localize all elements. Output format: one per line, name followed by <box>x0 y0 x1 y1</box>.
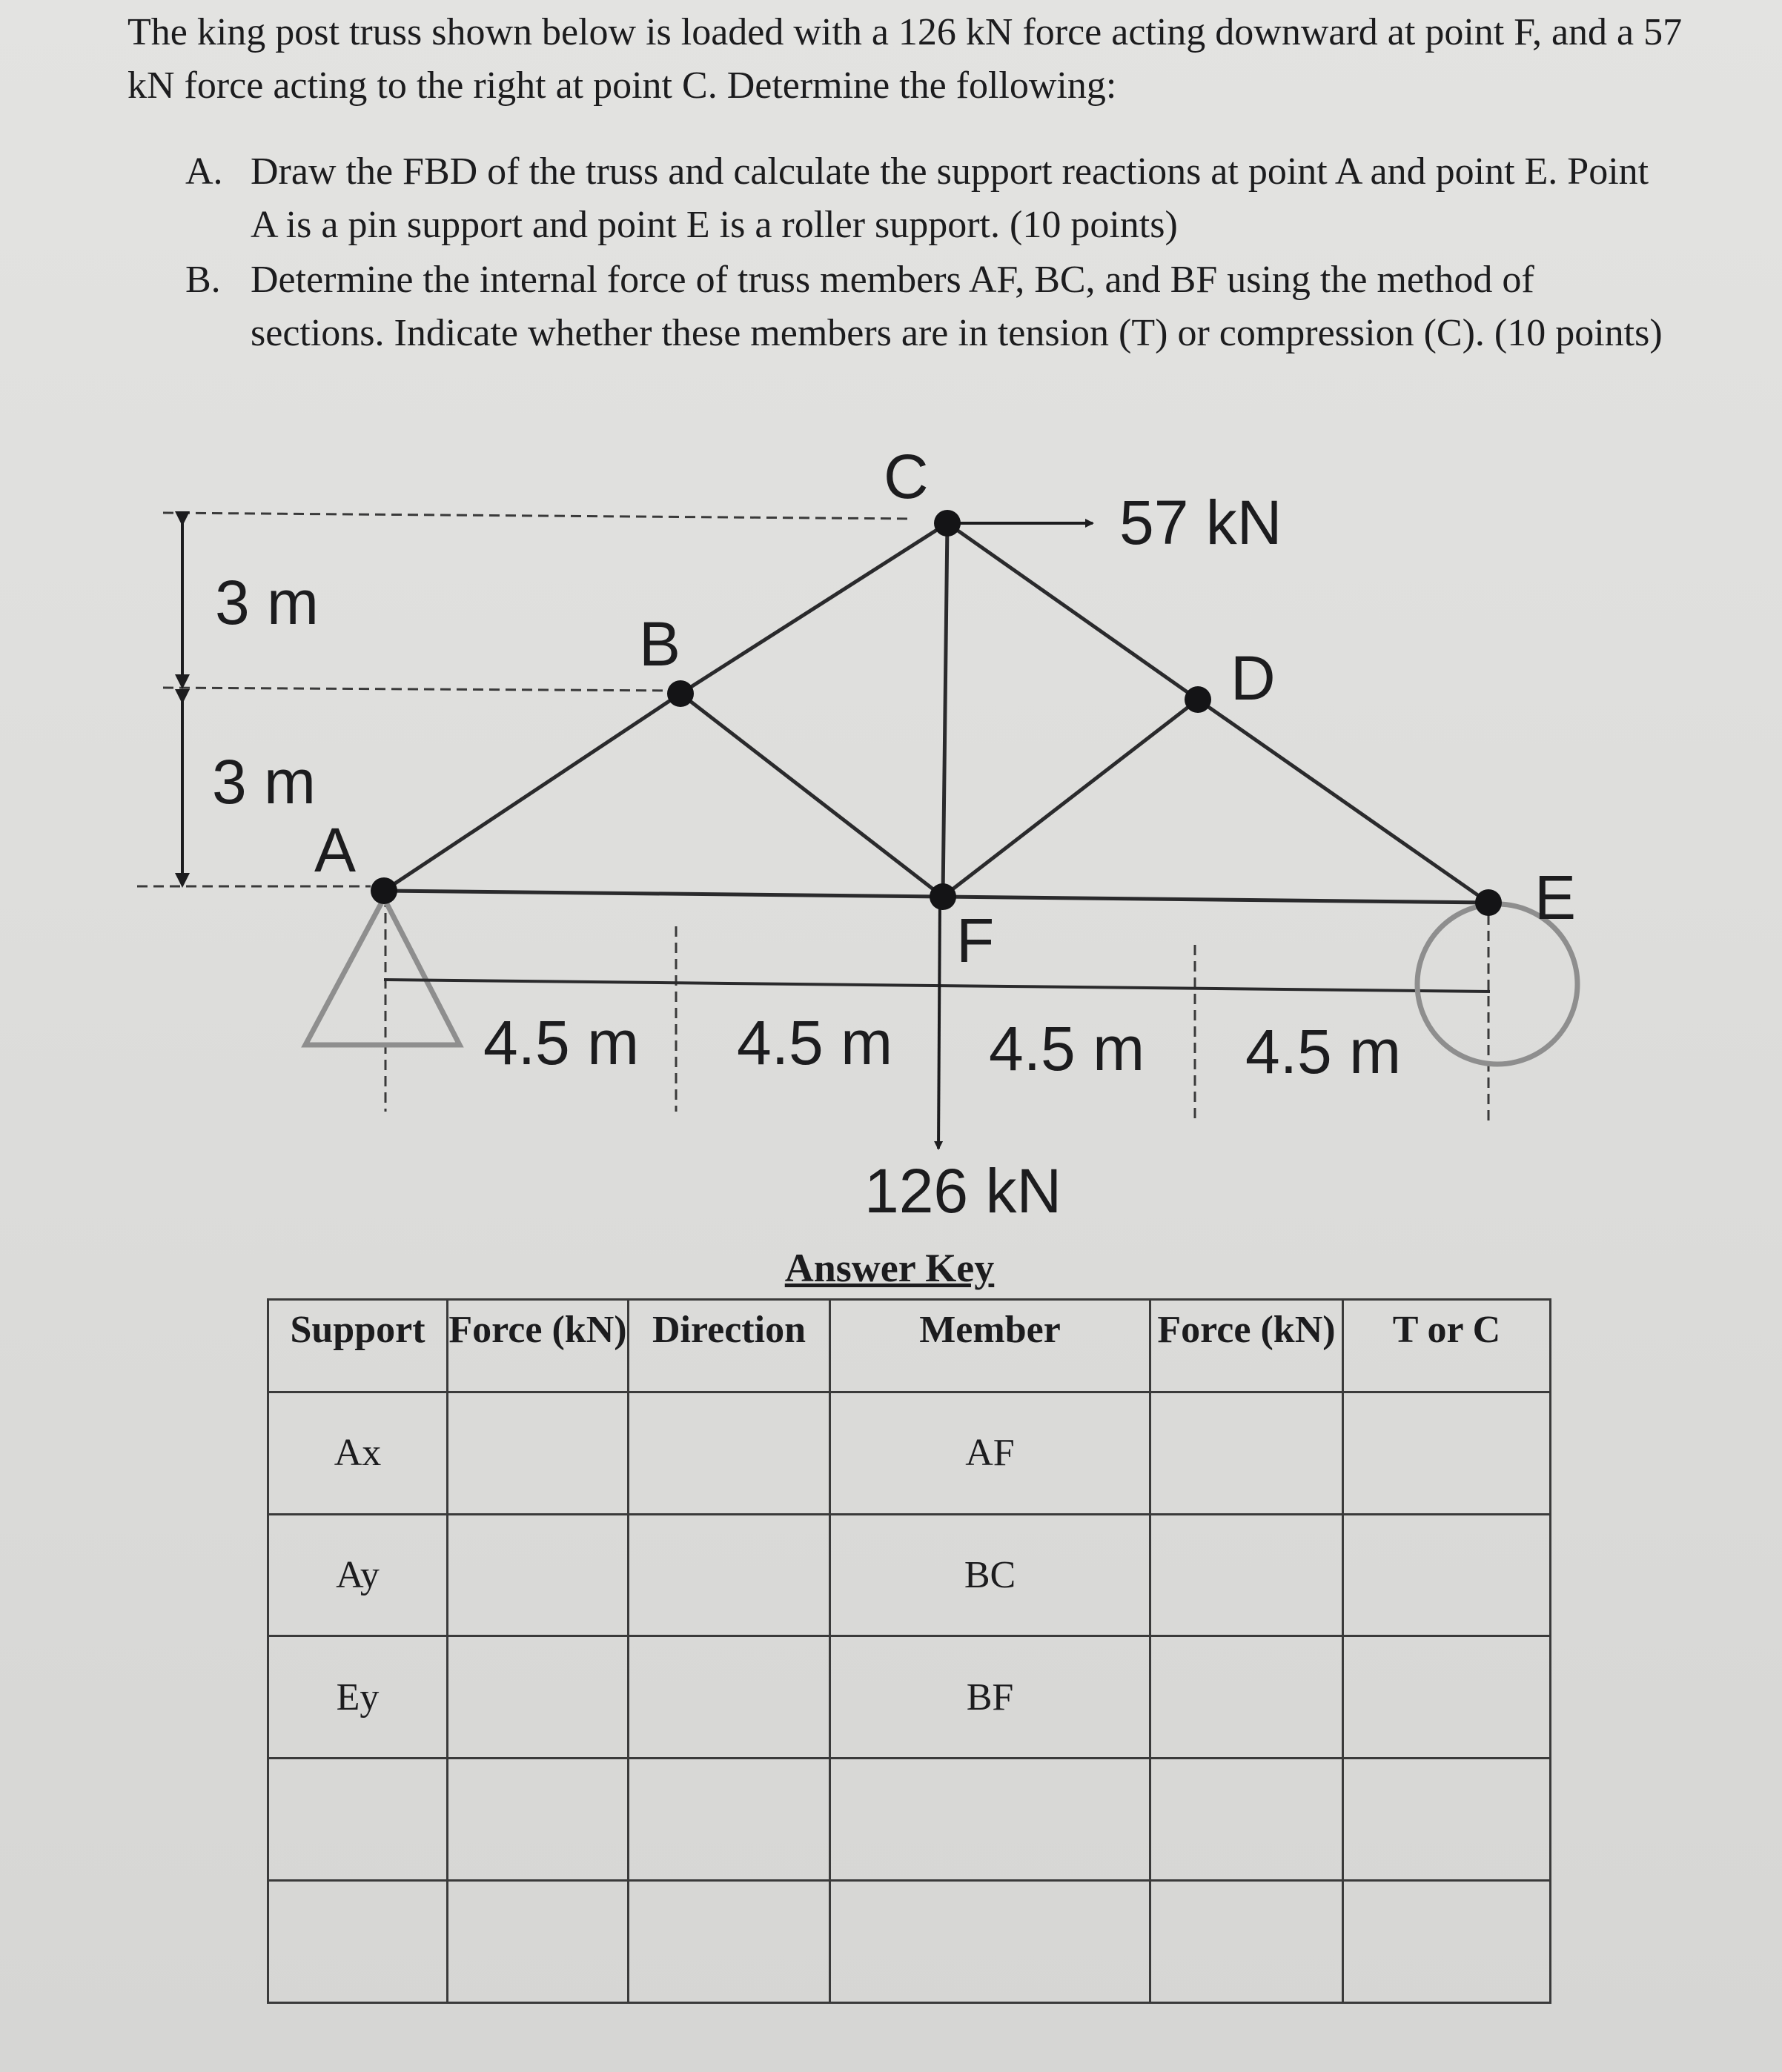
span-label-4: 4.5 m <box>1245 1017 1402 1086</box>
question-label: A. <box>185 150 223 193</box>
load-label-126kn: 126 kN <box>864 1156 1062 1226</box>
joint-f <box>930 883 956 910</box>
tension-compression-cell[interactable] <box>1343 1636 1551 1759</box>
load-arrow-126kn <box>938 897 940 1149</box>
node-label-c: C <box>884 442 929 511</box>
member-force-cell[interactable] <box>1150 1514 1343 1636</box>
tension-compression-cell[interactable] <box>1343 1392 1551 1514</box>
member-force-cell[interactable] <box>1150 1881 1343 2003</box>
table-row <box>268 1881 1551 2003</box>
tension-compression-cell[interactable] <box>1343 1881 1551 2003</box>
node-label-b: B <box>639 609 681 679</box>
support-cell[interactable] <box>268 1759 448 1881</box>
table-row <box>268 1759 1551 1881</box>
member-cf <box>943 523 947 897</box>
support-force-cell[interactable] <box>448 1759 629 1881</box>
member-force-cell[interactable] <box>1150 1759 1343 1881</box>
header-direction: Direction <box>629 1300 830 1392</box>
member-bf <box>680 694 943 897</box>
support-cell: Ax <box>268 1392 448 1514</box>
member-de <box>1198 700 1488 903</box>
support-cell: Ay <box>268 1514 448 1636</box>
question-text: Draw the FBD of the truss and calculate the support reactions at point A and point E. Point A is a pin support and point E is a roller support. (10 points) <box>251 150 1649 246</box>
height-label-upper: 3 m <box>215 568 319 637</box>
support-force-cell[interactable] <box>448 1392 629 1514</box>
answer-table <box>267 1298 1551 2004</box>
joint-c <box>934 510 961 537</box>
header-force: Force (kN) <box>448 1300 629 1392</box>
span-label-3: 4.5 m <box>989 1014 1145 1083</box>
reference-line-middle <box>163 688 682 691</box>
support-direction-cell[interactable] <box>629 1392 830 1514</box>
support-cell[interactable] <box>268 1881 448 2003</box>
joint-a <box>371 877 397 904</box>
member-cell: AF <box>830 1392 1150 1514</box>
table-row <box>268 1392 1551 1514</box>
problem-intro: The king post truss shown below is loaded with a 126 kN force acting downward at point F, and a 57 kN force acting to the right at point C. Determine the following: <box>127 11 1683 107</box>
member-cell: BC <box>830 1514 1150 1636</box>
node-label-e: E <box>1534 863 1577 932</box>
member-af <box>384 891 943 897</box>
member-df <box>943 700 1198 897</box>
joint-d <box>1185 686 1211 713</box>
node-label-a: A <box>314 815 357 885</box>
header-member-force: Force (kN) <box>1150 1300 1343 1392</box>
pin-support-a <box>305 898 460 1045</box>
support-direction-cell[interactable] <box>629 1759 830 1881</box>
header-t-or-c: T or C <box>1343 1300 1551 1392</box>
support-cell: Ey <box>268 1636 448 1759</box>
support-force-cell[interactable] <box>448 1881 629 2003</box>
support-direction-cell[interactable] <box>629 1514 830 1636</box>
joint-e <box>1475 889 1502 916</box>
tension-compression-cell[interactable] <box>1343 1514 1551 1636</box>
support-force-cell[interactable] <box>448 1514 629 1636</box>
member-cell: BF <box>830 1636 1150 1759</box>
table-header-row <box>268 1300 1551 1392</box>
tension-compression-cell[interactable] <box>1343 1759 1551 1881</box>
joint-b <box>667 680 694 707</box>
table-row <box>268 1514 1551 1636</box>
question-label: B. <box>185 259 221 301</box>
span-label-1: 4.5 m <box>483 1008 640 1077</box>
answer-key-title: Answer Key <box>784 1246 995 1290</box>
span-label-2: 4.5 m <box>737 1008 893 1077</box>
node-label-f: F <box>956 906 995 975</box>
load-label-57kn: 57 kN <box>1119 488 1282 557</box>
member-cell[interactable] <box>830 1759 1150 1881</box>
support-base-line <box>384 980 1490 992</box>
header-member: Member <box>830 1300 1150 1392</box>
table-row <box>268 1636 1551 1759</box>
member-bc <box>680 523 947 694</box>
node-label-d: D <box>1230 643 1276 713</box>
member-force-cell[interactable] <box>1150 1636 1343 1759</box>
header-support: Support <box>268 1300 448 1392</box>
height-label-lower: 3 m <box>212 747 317 817</box>
question-text: Determine the internal force of truss members AF, BC, and BF using the method of sections. Indicate whether these members are in tension (T) or compression (C). (10 points) <box>251 259 1663 354</box>
member-force-cell[interactable] <box>1150 1392 1343 1514</box>
support-force-cell[interactable] <box>448 1636 629 1759</box>
support-direction-cell[interactable] <box>629 1881 830 2003</box>
member-fe <box>943 897 1488 903</box>
reference-line-top <box>163 513 912 519</box>
member-cell[interactable] <box>830 1881 1150 2003</box>
member-ab <box>384 694 680 891</box>
support-direction-cell[interactable] <box>629 1636 830 1759</box>
